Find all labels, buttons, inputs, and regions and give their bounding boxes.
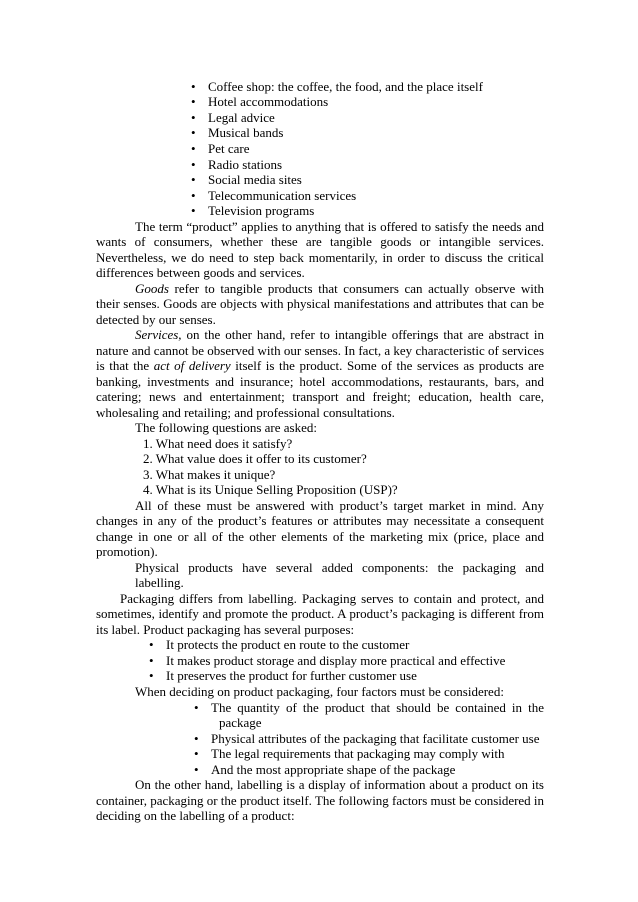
- services-term: Services,: [135, 327, 182, 342]
- list-item: • Musical bands: [208, 125, 283, 140]
- paragraph-line: detected by our senses.: [96, 312, 216, 327]
- list-item: • It protects the product en route to the customer: [166, 637, 409, 652]
- paragraph-line: promotion).: [96, 544, 158, 559]
- factors-intro: When deciding on product packaging, four factors must be considered:: [135, 684, 504, 699]
- list-item: • It makes product storage and display more practical and effective: [166, 653, 505, 668]
- list-item: • The legal requirements that packaging may comply with: [211, 746, 505, 761]
- list-item: 2. What value does it offer to its customer?: [143, 451, 367, 466]
- paragraph-line: catering; news and entertainment; transport and freight; education, health care,: [96, 389, 544, 404]
- paragraph-line: banking, investments and insurance; hotel accommodations, restaurants, bars, and: [96, 374, 544, 389]
- paragraph-line: Packaging differs from labelling. Packaging serves to contain and protect, and: [120, 591, 544, 606]
- paragraph-line: labelling.: [135, 575, 184, 590]
- list-item: • Social media sites: [208, 172, 302, 187]
- list-item: • And the most appropriate shape of the package: [211, 762, 455, 777]
- list-item: • It preserves the product for further customer use: [166, 668, 417, 683]
- paragraph-line: wholesaling and retailing; and professional consultations.: [96, 405, 395, 420]
- list-item: 3. What makes it unique?: [143, 467, 276, 482]
- list-item: • Telecommunication services: [208, 188, 356, 203]
- paragraph-line: On the other hand, labelling is a display of information about a product on its: [135, 777, 544, 792]
- list-item: • Pet care: [208, 141, 250, 156]
- list-item: 1. What need does it satisfy?: [143, 436, 293, 451]
- paragraph-line: their senses. Goods are objects with physical manifestations and attributes that can be: [96, 296, 544, 311]
- paragraph-line: Nevertheless, we do need to step back momentarily, in order to discuss the critical: [96, 250, 544, 265]
- questions-intro: The following questions are asked:: [135, 420, 317, 435]
- list-item: 4. What is its Unique Selling Proposition (USP)?: [143, 482, 398, 497]
- paragraph-line: differences between goods and services.: [96, 265, 305, 280]
- list-item: • Television programs: [208, 203, 314, 218]
- list-item: • Hotel accommodations: [208, 94, 328, 109]
- list-item: • Radio stations: [208, 157, 282, 172]
- paragraph-line: its label. Product packaging has several purposes:: [96, 622, 355, 637]
- paragraph-line: is that the act of delivery itself is the product. Some of the services as products are: [96, 358, 544, 373]
- paragraph-line: wants of consumers, whether these are tangible goods or intangible services.: [96, 234, 544, 249]
- paragraph-line: All of these must be answered with product’s target market in mind. Any: [135, 498, 544, 513]
- list-item: • Legal advice: [208, 110, 275, 125]
- paragraph-line: Services, on the other hand, refer to intangible offerings that are abstract in: [135, 327, 544, 342]
- act-of-delivery-emphasis: act of delivery: [153, 358, 231, 373]
- list-item: • The quantity of the product that should be contained in the: [211, 700, 544, 715]
- paragraph-line: Physical products have several added components: the packaging and: [135, 560, 544, 575]
- list-item: • Physical attributes of the packaging that facilitate customer use: [211, 731, 540, 746]
- paragraph-line: deciding on the labelling of a product:: [96, 808, 295, 823]
- paragraph-line: The term “product” applies to anything that is offered to satisfy the needs and: [135, 219, 544, 234]
- list-item-continuation: package: [219, 715, 262, 730]
- paragraph-line: nature and cannot be observed with our senses. In fact, a key characteristic of services: [96, 343, 544, 358]
- paragraph-line: Goods refer to tangible products that consumers can actually observe with: [135, 281, 544, 296]
- list-item: • Coffee shop: the coffee, the food, and the place itself: [208, 79, 483, 94]
- paragraph-line: container, packaging or the product itself. The following factors must be considered in: [96, 793, 544, 808]
- paragraph-line: changes in any of the product’s features or attributes may necessitate a consequent: [96, 513, 544, 528]
- paragraph-line: sometimes, identify and promote the product. A product’s packaging is different from: [96, 606, 544, 621]
- goods-term: Goods: [135, 281, 169, 296]
- paragraph-line: change in one or all of the other elements of the marketing mix (price, place and: [96, 529, 544, 544]
